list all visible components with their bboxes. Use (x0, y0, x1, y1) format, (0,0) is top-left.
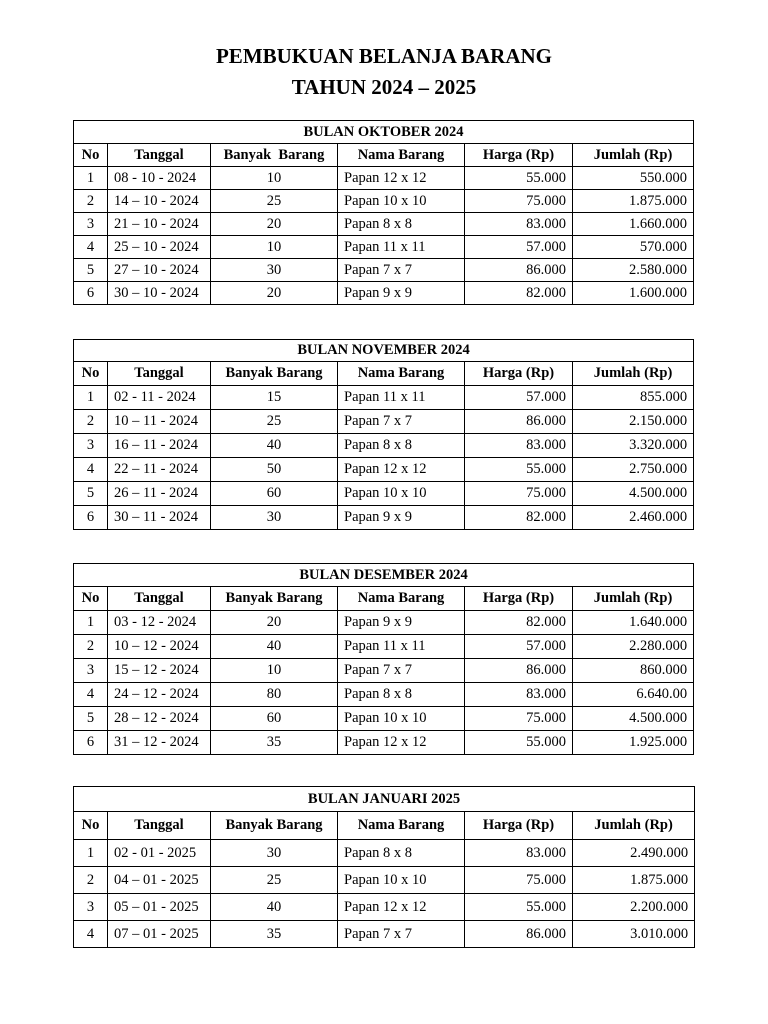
cell-jumlah: 860.000 (573, 659, 694, 683)
cell-no: 4 (74, 236, 108, 259)
cell-banyak: 10 (211, 659, 338, 683)
cell-jumlah: 2.580.000 (573, 259, 694, 282)
cell-banyak: 40 (211, 894, 338, 921)
cell-tanggal: 02 - 11 - 2024 (108, 386, 211, 410)
cell-tanggal: 30 – 11 - 2024 (108, 506, 211, 530)
cell-banyak: 20 (211, 282, 338, 305)
table-row (74, 282, 694, 305)
table-row (74, 894, 695, 921)
table-row (74, 410, 694, 434)
cell-nama: Papan 8 x 8 (338, 434, 465, 458)
cell-harga: 55.000 (465, 894, 573, 921)
header-harga: Harga (Rp) (465, 144, 573, 167)
cell-tanggal: 08 - 10 - 2024 (108, 167, 211, 190)
table-row (74, 611, 694, 635)
cell-harga: 57.000 (465, 236, 573, 259)
cell-banyak: 35 (211, 731, 338, 755)
cell-nama: Papan 7 x 7 (338, 921, 465, 948)
cell-jumlah: 1.875.000 (573, 867, 695, 894)
cell-tanggal: 15 – 12 - 2024 (108, 659, 211, 683)
header-banyak-barang: Banyak Barang (211, 362, 338, 386)
cell-nama: Papan 11 x 11 (338, 635, 465, 659)
header-banyak-barang: Banyak Barang (211, 812, 338, 840)
header-no: No (74, 362, 108, 386)
cell-banyak: 35 (211, 921, 338, 948)
cell-harga: 55.000 (465, 458, 573, 482)
cell-harga: 86.000 (465, 259, 573, 282)
header-tanggal: Tanggal (108, 587, 211, 611)
month-caption: BULAN JANUARI 2025 (74, 787, 695, 812)
header-nama-barang: Nama Barang (338, 812, 465, 840)
cell-banyak: 20 (211, 611, 338, 635)
cell-jumlah: 2.460.000 (573, 506, 694, 530)
cell-no: 5 (74, 259, 108, 282)
cell-harga: 82.000 (465, 611, 573, 635)
cell-nama: Papan 10 x 10 (338, 190, 465, 213)
table-row (74, 840, 695, 867)
table-row (74, 482, 694, 506)
cell-nama: Papan 12 x 12 (338, 894, 465, 921)
cell-tanggal: 03 - 12 - 2024 (108, 611, 211, 635)
table-row (74, 259, 694, 282)
cell-harga: 86.000 (465, 659, 573, 683)
header-nama-barang: Nama Barang (338, 587, 465, 611)
cell-jumlah: 1.660.000 (573, 213, 694, 236)
cell-no: 6 (74, 731, 108, 755)
cell-tanggal: 21 – 10 - 2024 (108, 213, 211, 236)
cell-nama: Papan 9 x 9 (338, 611, 465, 635)
page-title-line-2: TAHUN 2024 – 2025 (291, 75, 477, 99)
cell-banyak: 60 (211, 707, 338, 731)
page-title-line-1: PEMBUKUAN BELANJA BARANG (215, 44, 553, 68)
cell-tanggal: 14 – 10 - 2024 (108, 190, 211, 213)
cell-no: 1 (74, 840, 108, 867)
table-row (74, 731, 694, 755)
table-row (74, 707, 694, 731)
header-banyak-barang: Banyak Barang (211, 587, 338, 611)
cell-no: 6 (74, 282, 108, 305)
cell-banyak: 25 (211, 410, 338, 434)
cell-jumlah: 2.750.000 (573, 458, 694, 482)
header-no: No (74, 812, 108, 840)
cell-tanggal: 02 - 01 - 2025 (108, 840, 211, 867)
cell-tanggal: 25 – 10 - 2024 (108, 236, 211, 259)
cell-no: 3 (74, 894, 108, 921)
cell-nama: Papan 8 x 8 (338, 840, 465, 867)
cell-harga: 86.000 (465, 921, 573, 948)
cell-tanggal: 10 – 11 - 2024 (108, 410, 211, 434)
cell-nama: Papan 7 x 7 (338, 659, 465, 683)
cell-banyak: 10 (211, 167, 338, 190)
cell-harga: 83.000 (465, 213, 573, 236)
table-row (74, 236, 694, 259)
cell-jumlah: 1.640.000 (573, 611, 694, 635)
cell-no: 4 (74, 683, 108, 707)
cell-jumlah: 1.600.000 (573, 282, 694, 305)
cell-harga: 83.000 (465, 840, 573, 867)
table-januari-2025 (73, 786, 695, 948)
cell-banyak: 15 (211, 386, 338, 410)
table-row (74, 867, 695, 894)
header-harga: Harga (Rp) (465, 362, 573, 386)
month-caption: BULAN OKTOBER 2024 (74, 121, 694, 144)
cell-harga: 57.000 (465, 386, 573, 410)
cell-nama: Papan 11 x 11 (338, 236, 465, 259)
table-row (74, 190, 694, 213)
table-row (74, 659, 694, 683)
header-jumlah: Jumlah (Rp) (573, 362, 694, 386)
cell-harga: 82.000 (465, 506, 573, 530)
table-row (74, 635, 694, 659)
table-row (74, 683, 694, 707)
cell-no: 3 (74, 659, 108, 683)
cell-banyak: 25 (211, 190, 338, 213)
cell-tanggal: 30 – 10 - 2024 (108, 282, 211, 305)
cell-nama: Papan 12 x 12 (338, 167, 465, 190)
cell-harga: 75.000 (465, 190, 573, 213)
cell-harga: 86.000 (465, 410, 573, 434)
cell-nama: Papan 9 x 9 (338, 282, 465, 305)
cell-harga: 83.000 (465, 434, 573, 458)
cell-no: 2 (74, 635, 108, 659)
cell-banyak: 50 (211, 458, 338, 482)
cell-tanggal: 27 – 10 - 2024 (108, 259, 211, 282)
cell-nama: Papan 9 x 9 (338, 506, 465, 530)
cell-nama: Papan 12 x 12 (338, 458, 465, 482)
cell-jumlah: 2.280.000 (573, 635, 694, 659)
cell-banyak: 80 (211, 683, 338, 707)
table-desember-2024 (73, 563, 694, 755)
header-nama-barang: Nama Barang (338, 144, 465, 167)
cell-tanggal: 07 – 01 - 2025 (108, 921, 211, 948)
cell-nama: Papan 10 x 10 (338, 707, 465, 731)
cell-no: 3 (74, 434, 108, 458)
cell-nama: Papan 12 x 12 (338, 731, 465, 755)
cell-tanggal: 05 – 01 - 2025 (108, 894, 211, 921)
cell-harga: 83.000 (465, 683, 573, 707)
cell-jumlah: 570.000 (573, 236, 694, 259)
cell-jumlah: 550.000 (573, 167, 694, 190)
cell-harga: 57.000 (465, 635, 573, 659)
cell-nama: Papan 10 x 10 (338, 867, 465, 894)
cell-nama: Papan 10 x 10 (338, 482, 465, 506)
table-row (74, 921, 695, 948)
cell-nama: Papan 8 x 8 (338, 213, 465, 236)
cell-banyak: 40 (211, 635, 338, 659)
cell-no: 5 (74, 482, 108, 506)
table-row (74, 167, 694, 190)
cell-tanggal: 24 – 12 - 2024 (108, 683, 211, 707)
cell-banyak: 30 (211, 506, 338, 530)
cell-tanggal: 10 – 12 - 2024 (108, 635, 211, 659)
header-tanggal: Tanggal (108, 362, 211, 386)
cell-tanggal: 04 – 01 - 2025 (108, 867, 211, 894)
table-row (74, 386, 694, 410)
cell-tanggal: 31 – 12 - 2024 (108, 731, 211, 755)
header-banyak-barang: Banyak Barang (211, 144, 338, 167)
cell-banyak: 60 (211, 482, 338, 506)
header-nama-barang: Nama Barang (338, 362, 465, 386)
table-november-2024 (73, 339, 694, 530)
cell-harga: 75.000 (465, 707, 573, 731)
cell-banyak: 40 (211, 434, 338, 458)
cell-jumlah: 3.320.000 (573, 434, 694, 458)
table-oktober-2024 (73, 120, 694, 305)
cell-jumlah: 855.000 (573, 386, 694, 410)
cell-tanggal: 22 – 11 - 2024 (108, 458, 211, 482)
cell-jumlah: 1.925.000 (573, 731, 694, 755)
cell-harga: 75.000 (465, 867, 573, 894)
header-no: No (74, 587, 108, 611)
cell-nama: Papan 7 x 7 (338, 259, 465, 282)
cell-banyak: 10 (211, 236, 338, 259)
table-row (74, 458, 694, 482)
cell-nama: Papan 8 x 8 (338, 683, 465, 707)
cell-harga: 55.000 (465, 731, 573, 755)
header-jumlah: Jumlah (Rp) (573, 587, 694, 611)
header-jumlah: Jumlah (Rp) (573, 812, 695, 840)
cell-no: 2 (74, 410, 108, 434)
cell-no: 2 (74, 867, 108, 894)
table-row (74, 213, 694, 236)
cell-harga: 82.000 (465, 282, 573, 305)
cell-jumlah: 1.875.000 (573, 190, 694, 213)
cell-tanggal: 26 – 11 - 2024 (108, 482, 211, 506)
cell-banyak: 20 (211, 213, 338, 236)
cell-no: 4 (74, 921, 108, 948)
table-row (74, 434, 694, 458)
cell-no: 1 (74, 386, 108, 410)
cell-no: 4 (74, 458, 108, 482)
header-no: No (74, 144, 108, 167)
cell-jumlah: 2.150.000 (573, 410, 694, 434)
cell-jumlah: 2.490.000 (573, 840, 695, 867)
cell-banyak: 30 (211, 840, 338, 867)
cell-nama: Papan 7 x 7 (338, 410, 465, 434)
header-jumlah: Jumlah (Rp) (573, 144, 694, 167)
cell-nama: Papan 11 x 11 (338, 386, 465, 410)
cell-jumlah: 2.200.000 (573, 894, 695, 921)
header-harga: Harga (Rp) (465, 812, 573, 840)
cell-jumlah: 4.500.000 (573, 482, 694, 506)
header-harga: Harga (Rp) (465, 587, 573, 611)
cell-jumlah: 3.010.000 (573, 921, 695, 948)
cell-no: 1 (74, 167, 108, 190)
month-caption: BULAN NOVEMBER 2024 (74, 340, 694, 362)
cell-harga: 55.000 (465, 167, 573, 190)
cell-no: 3 (74, 213, 108, 236)
cell-no: 5 (74, 707, 108, 731)
cell-tanggal: 28 – 12 - 2024 (108, 707, 211, 731)
cell-no: 6 (74, 506, 108, 530)
cell-no: 1 (74, 611, 108, 635)
cell-banyak: 25 (211, 867, 338, 894)
cell-jumlah: 6.640.00 (573, 683, 694, 707)
header-tanggal: Tanggal (108, 144, 211, 167)
cell-no: 2 (74, 190, 108, 213)
cell-harga: 75.000 (465, 482, 573, 506)
cell-jumlah: 4.500.000 (573, 707, 694, 731)
month-caption: BULAN DESEMBER 2024 (74, 564, 694, 587)
header-tanggal: Tanggal (108, 812, 211, 840)
cell-tanggal: 16 – 11 - 2024 (108, 434, 211, 458)
cell-banyak: 30 (211, 259, 338, 282)
table-row (74, 506, 694, 530)
